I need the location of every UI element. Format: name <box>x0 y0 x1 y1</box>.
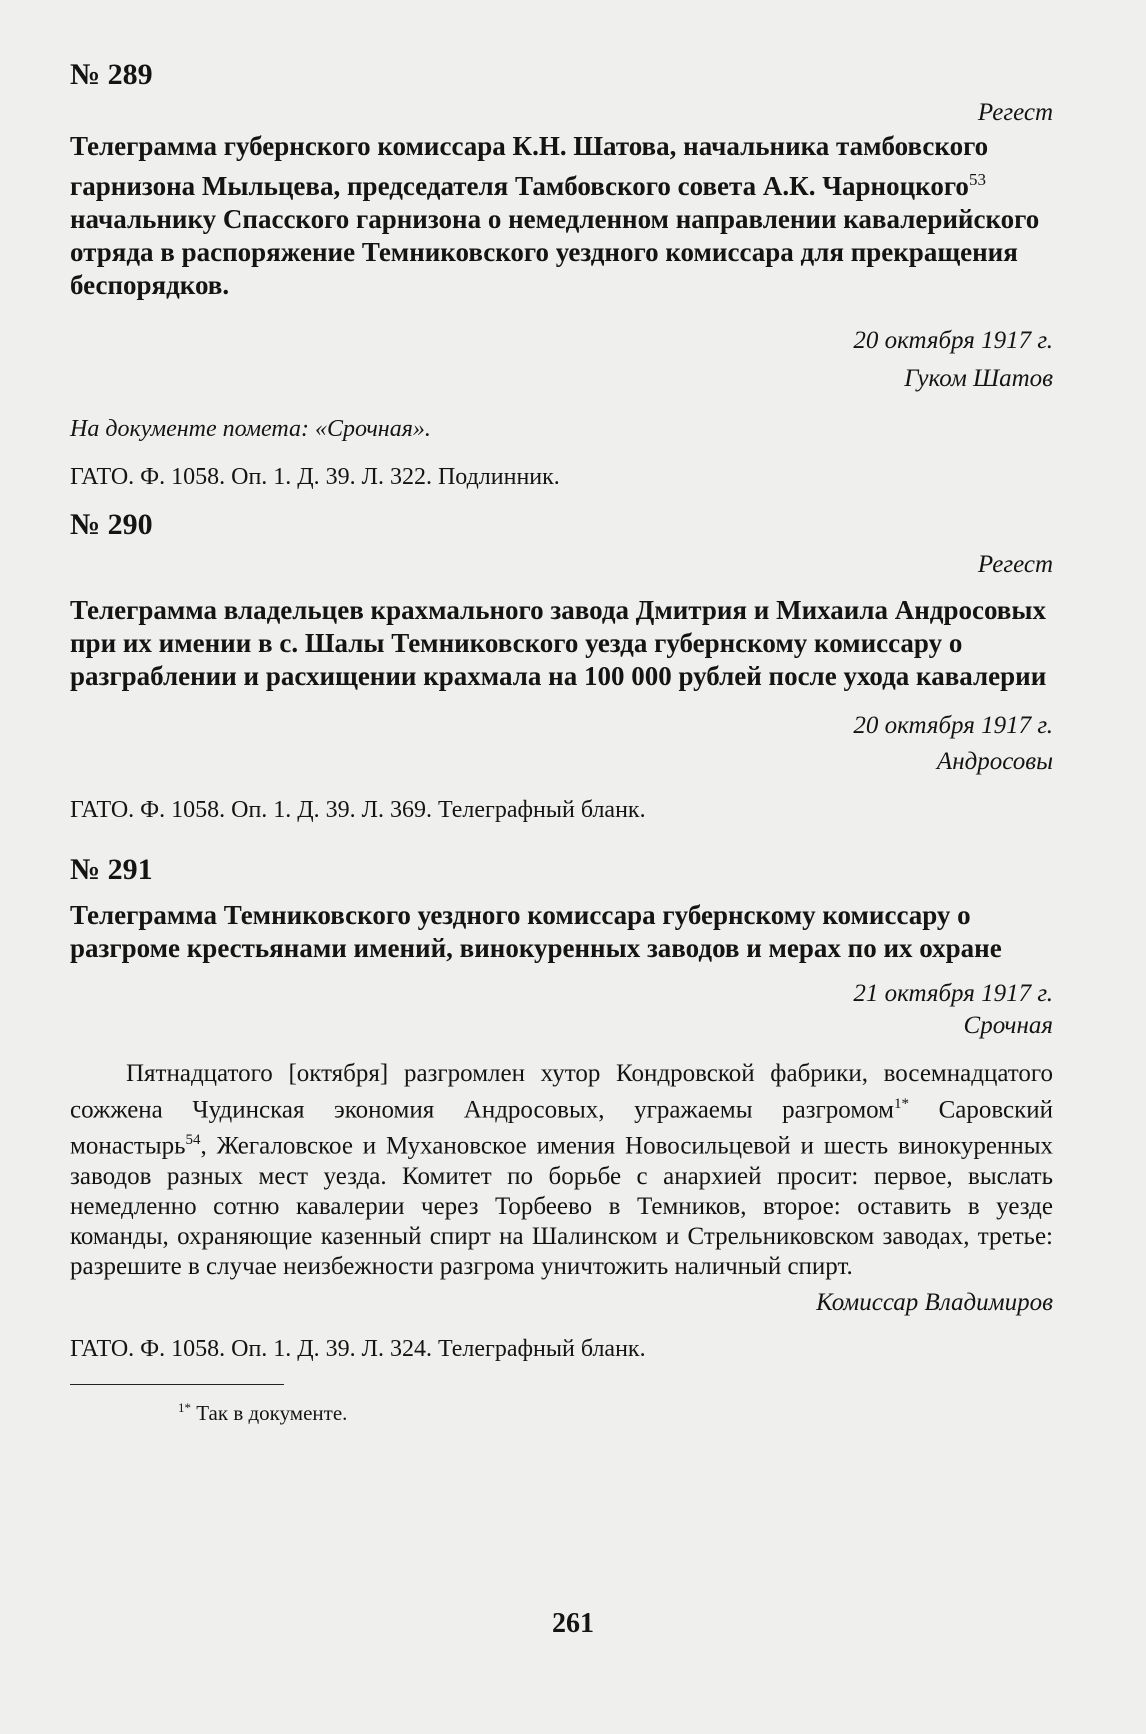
document-signature: Гуком Шатов <box>904 365 1053 392</box>
document-date: 20 октября 1917 г. <box>853 327 1053 354</box>
footnotes <box>70 1384 1053 1426</box>
document-date: 21 октября 1917 г. <box>853 980 1053 1007</box>
telegram-body: Пятнадцатого [октября] разгромлен хутор Кондровской фабрики, восемнадцатого сожжена Чудинская экономия Андросовых, угражаемы разгромом$^{1*}$ Саровский монастырь$^{54}$, Жегаловское и Мухановское имения Новосильцевой и шесть винокуренных заводов разных мест уезда. Комитет по борьбе с анархией просит: первое, выслать немедленно сотню кавалерии через Торбеево в Темников, второе: оставить в уезде команды, охраняющие казенный спирт на Шалинском и Стрельниковском заводах, третье: разрешите в случае неизбежности разгрома уничтожить наличный спирт. <box>70 1060 1053 1280</box>
document-289 <box>70 58 1053 492</box>
footnote: $^{1*}$ Так в документе. <box>178 1399 348 1425</box>
document-number: № 290 <box>70 508 153 541</box>
footnote-ref: 53 <box>968 170 986 189</box>
document-number: № 291 <box>70 853 153 886</box>
urgency-label: Срочная <box>963 1012 1053 1039</box>
regest-label: Регест <box>977 551 1053 578</box>
document-page <box>70 58 1053 1426</box>
document-signature: Комиссар Владимиров <box>816 1288 1053 1316</box>
archive-source: ГАТО. Ф. 1058. Оп. 1. Д. 39. Л. 369. Телеграфный бланк. <box>70 797 646 823</box>
document-291 <box>70 853 1053 1364</box>
document-title: Телеграмма Темниковского уездного комиссара губернскому комиссару о разгроме крестьянами имений, винокуренных заводов и мерах по их охране <box>70 900 1002 963</box>
footnote-marker: 1* <box>178 1399 191 1415</box>
regest-label: Регест <box>977 99 1053 126</box>
document-title: Телеграмма владельцев крахмального завода Дмитрия и Михаила Андросовых при их имении в с. Шалы Темниковского уезда губернскому комиссару о разграблении и расхищении крахмала на 100 000 рублей после ухода кавалерии <box>70 595 1047 691</box>
archive-source: ГАТО. Ф. 1058. Оп. 1. Д. 39. Л. 324. Телеграфный бланк. <box>70 1335 646 1362</box>
archive-source: ГАТО. Ф. 1058. Оп. 1. Д. 39. Л. 322. Подлинник. <box>70 464 560 490</box>
document-title: Телеграмма губернского комиссара К.Н. Шатова, начальника тамбовского гарнизона Мыльцева, председателя Тамбовского совета А.К. Чарноцкого$^{53}$ начальнику Спасского гарнизона о немедленном направлении кавалерийского отряда в распоряжение Темниковского уездного комиссара для прекращения беспорядков. <box>70 131 1040 300</box>
footnote-divider <box>70 1384 284 1385</box>
document-signature: Андросовы <box>936 748 1053 775</box>
footnote-ref: 54 <box>185 1132 201 1149</box>
document-290 <box>70 508 1053 825</box>
document-mark: На документе помета: «Срочная». <box>70 416 431 442</box>
document-number: № 289 <box>70 58 153 91</box>
page-number: 261 <box>552 1608 594 1639</box>
document-date: 20 октября 1917 г. <box>853 712 1053 739</box>
footnote-ref: 1* <box>894 1096 909 1112</box>
